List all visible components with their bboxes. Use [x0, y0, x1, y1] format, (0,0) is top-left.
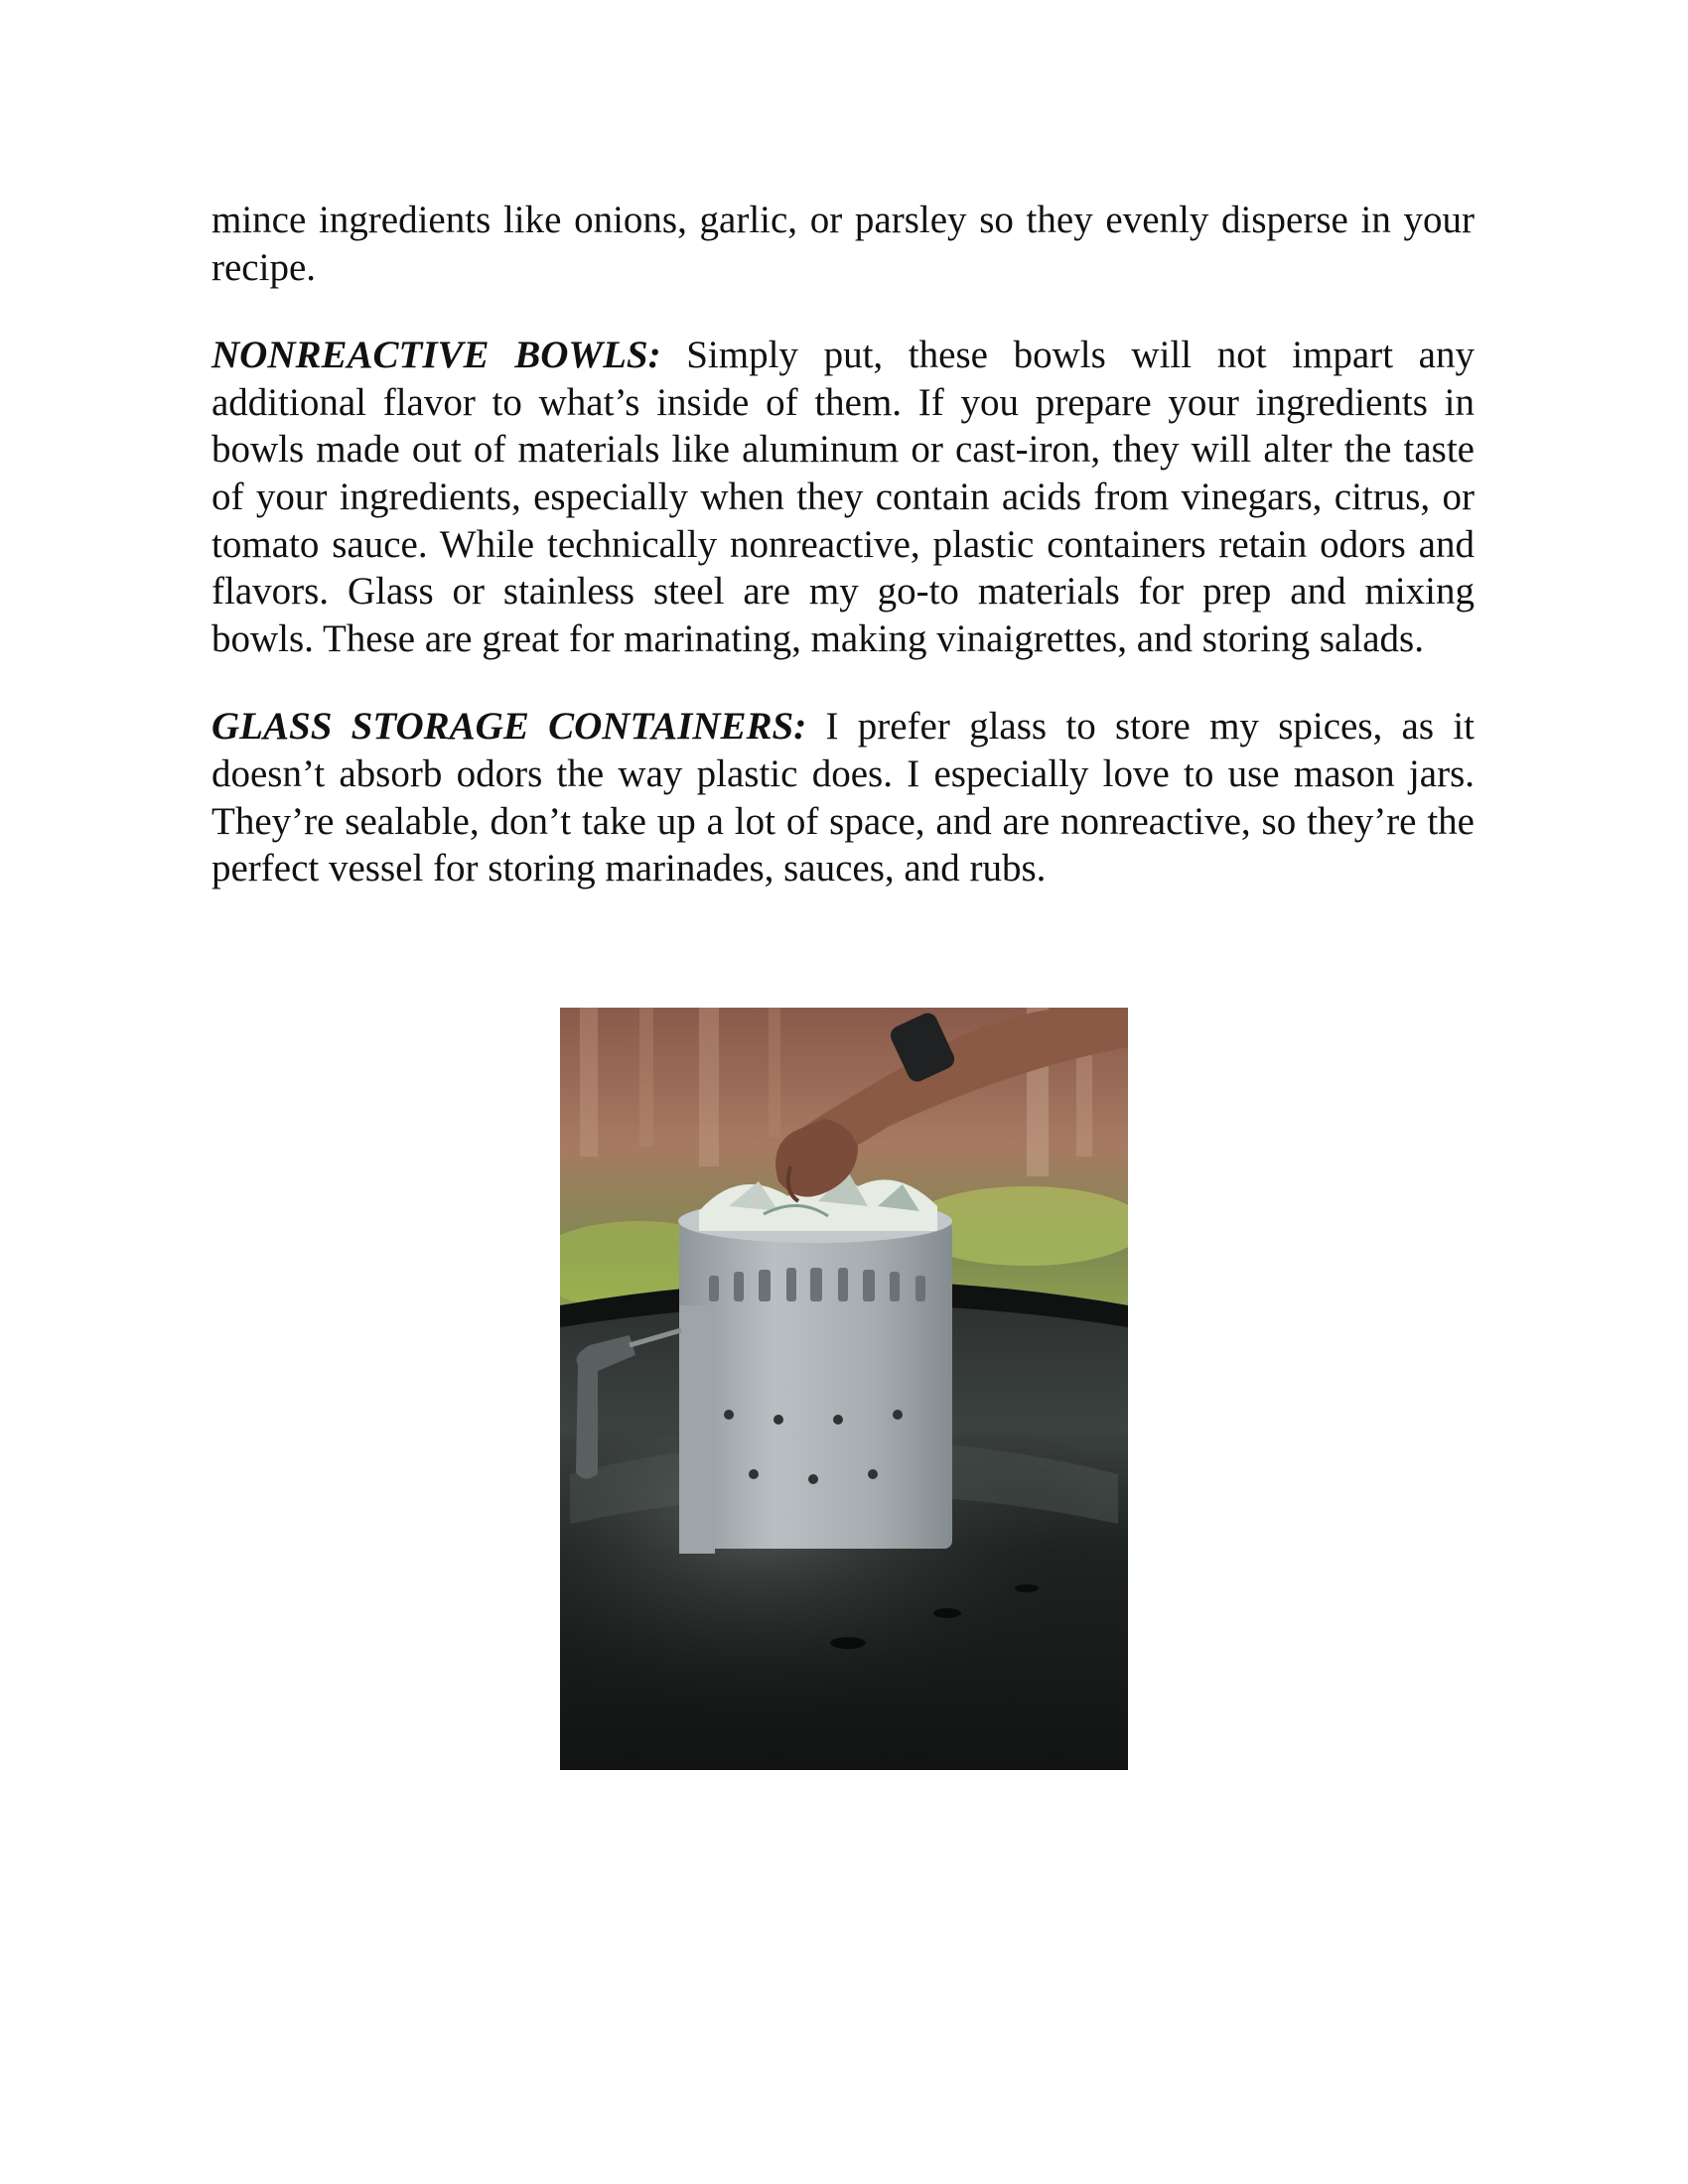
paragraph-mince-text: mince ingredients like onions, garlic, or parsley so they evenly disperse in your recipe. [211, 199, 1475, 289]
paragraph-glass-storage-text: I prefer glass to store my spices, as it doesn’t absorb odors the way plastic does. I especially love to use mason jars. They’re sealable, don’t take up a lot of space, and are nonreactive, so they’re the perfect vessel for storing marinades, sauces, and rubs. [211, 705, 1475, 890]
document-body [211, 197, 1475, 933]
term-nonreactive-bowls: NONREACTIVE BOWLS: [211, 334, 661, 377]
paragraph-glass-storage [211, 703, 1475, 891]
chimney-vent-slots [709, 1268, 925, 1301]
chimney-starter-photo [560, 1008, 1128, 1770]
chimney-heat-shield [679, 1305, 715, 1554]
chimney-starter-illustration [560, 1008, 1128, 1770]
paragraph-nonreactive-bowls [211, 332, 1475, 662]
term-glass-storage-containers: GLASS STORAGE CONTAINERS: [211, 705, 807, 749]
paragraph-nonreactive-bowls-text: Simply put, these bowls will not impart any additional flavor to what’s inside of them. If you prepare your ingredients in bowls made out of materials like aluminum or cast-iron, they will alter the taste of your ingredients, especially when they contain acids from vinegars, citrus, or tomato sauce. While technically nonreactive, plastic containers retain odors and flavors. Glass or stainless steel are my go-to materials for prep and mixing bowls. These are great for marinating, making vinaigrettes, and storing salads. [211, 334, 1475, 660]
paragraph-mince [211, 197, 1475, 291]
